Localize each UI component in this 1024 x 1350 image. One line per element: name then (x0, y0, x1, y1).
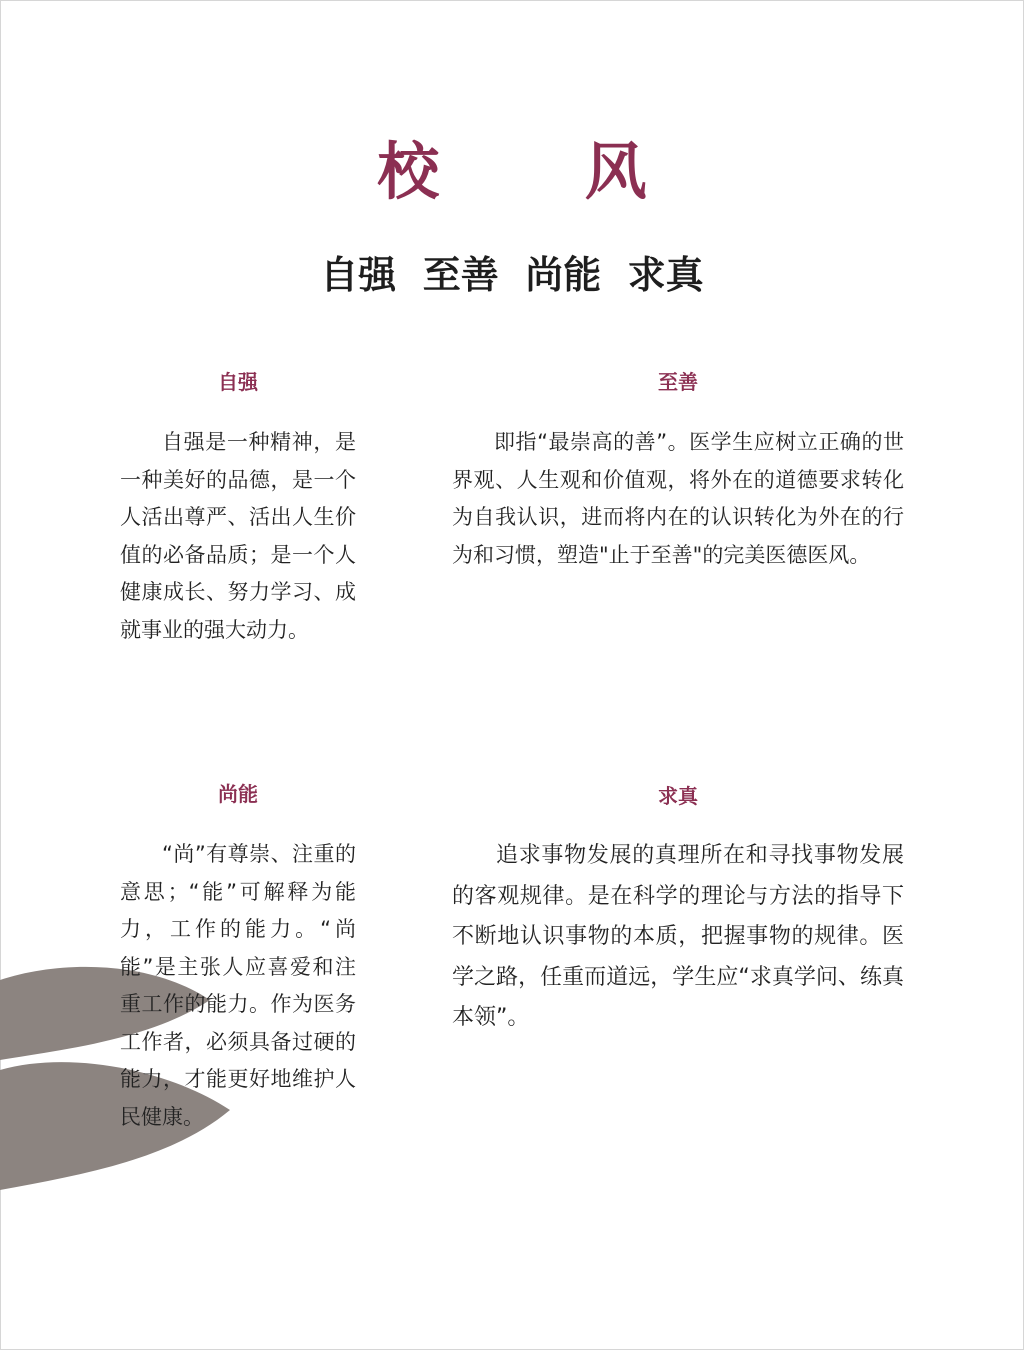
school-motto: 自强 至善 尚能 求真 (320, 253, 704, 297)
section-body-qiuzhen: 追求事物发展的真理所在和寻找事物发展的客观规律。是在科学的理论与方法的指导下不断地认识事物的本质，把握事物的规律。医学之路，任重而道远，学生应“求真学问、练真本领”。 (452, 843, 904, 1030)
section-body-ziqiang: 自强是一种精神，是一种美好的品德，是一个人活出尊严、活出人生价值的必备品质；是一个人健康成长、努力学习、成就事业的强大动力。 (120, 430, 356, 642)
section-heading-ziqiang: 自强 (218, 370, 258, 394)
section-heading-zhishan: 至善 (658, 370, 698, 394)
section-body-shangneng: “尚”有尊崇、注重的意思；“能”可解释为能力，工作的能力。“尚能”是主张人应喜爱和注重工作的能力。作为医务工作者，必须具备过硬的能力，才能更好地维护人民健康。 (120, 842, 356, 1129)
section-heading-shangneng: 尚能 (218, 782, 258, 806)
section-body-zhishan: 即指“最崇高的善”。医学生应树立正确的世界观、人生观和价值观，将外在的道德要求转化为自我认识，进而将内在的认识转化为外在的行为和习惯，塑造"止于至善"的完美医德医风。 (452, 430, 904, 567)
section-heading-qiuzhen: 求真 (658, 784, 698, 808)
page-title: 校 风 (377, 135, 709, 208)
